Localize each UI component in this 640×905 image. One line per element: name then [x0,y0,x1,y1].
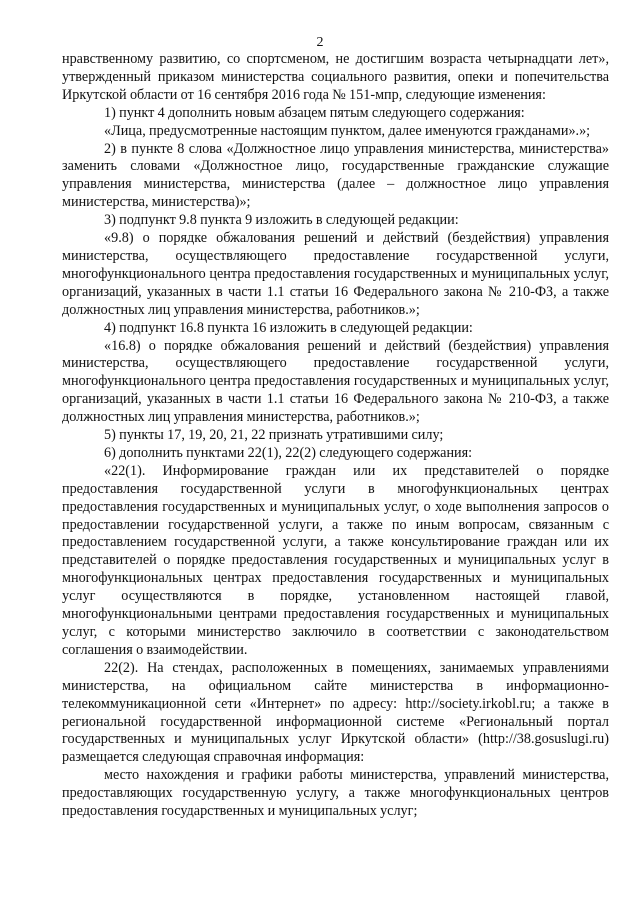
document-body [62,51,609,821]
paragraph-item-4: 4) подпункт 16.8 пункта 16 изложить в следующей редакции: [104,319,473,336]
paragraph-item-4-quote: «16.8) о порядке обжалования решений и действий (бездействия) управления министерства, осуществляющего предоставление государственной услуги, многофункционального центра предоставления государственных и муниципальных услуг, организаций, указанных в части 1.1 статьи 16 Федерального закона № 210-ФЗ, а также должностных лиц управления министерства, работников.»; [62,337,609,426]
paragraph-item-3: 3) подпункт 9.8 пункта 9 изложить в следующей редакции: [104,212,459,229]
paragraph-item-22-2: 22(2). На стендах, расположенных в помещениях, занимаемых управлениями министерства, на официальном сайте министерства в информационно-телекоммуникационной сети «Интернет» по адресу: http://society.irkobl.ru; а также в региональной государственной информационной системе «Региональный портал государственных и муниципальных услуг Иркутской области» (http://38.gosuslugi.ru) размещается следующая справочная информация: [62,659,609,766]
paragraph-location-info: место нахождения и графики работы министерства, управлений министерства, предоставляющих государственную услугу, а также многофункциональных центров предоставления государственных и муниципальных услуг; [62,767,609,820]
paragraph-item-22-1: «22(1). Информирование граждан или их представителей о порядке предоставления государственной услуги в многофункциональных центрах предоставления государственных и муниципальных услуг, о ходе выполнения запросов о предоставлении государственной услуги, а также по иным вопросам, связанным с предоставлением государственной услуги, а также консультирование граждан или их представителей о порядке предоставления государственных и муниципальных услуг в многофункциональных центрах предоставления государственных и муниципальных услуг осуществляются в порядке, установленном настоящей главой, многофункциональными центрами предоставления государственных и муниципальных услуг, с которыми министерство заключило в соответствии с законодательством соглашения о взаимодействии. [62,462,609,658]
paragraph-item-1: 1) пункт 4 дополнить новым абзацем пятым следующего содержания: [104,104,525,121]
paragraph-item-5: 5) пункты 17, 19, 20, 21, 22 признать утратившими силу; [104,427,444,444]
paragraph-item-6: 6) дополнить пунктами 22(1), 22(2) следующего содержания: [104,444,473,461]
paragraph-item-3-quote: «9.8) о порядке обжалования решений и действий (бездействия) управления министерства, осуществляющего предоставление государственной услуги, многофункционального центра предоставления государственных и муниципальных услуг, организаций, указанных в части 1.1 статьи 16 Федерального закона № 210-ФЗ, а также должностных лиц управления министерства, работников.»; [62,230,609,318]
page-number: 2 [316,35,324,50]
paragraph-intro: нравственному развитию, со спортсменом, не достигшим возраста четырнадцати лет», утвержденный приказом министерства социального развития, опеки и попечительства Иркутской области от 16 сентября 2016 года № 151-мпр, следующие изменения: [62,51,609,103]
paragraph-item-1-quote: «Лица, предусмотренные настоящим пунктом, далее именуются гражданами».»; [104,122,591,139]
paragraph-item-2: 2) в пункте 8 слова «Должностное лицо управления министерства, министерства» заменить словами «Должностное лицо, государственные гражданские служащие управления министерства, министерства (далее – должностное лицо управления министерства, министерства)»; [62,140,609,211]
